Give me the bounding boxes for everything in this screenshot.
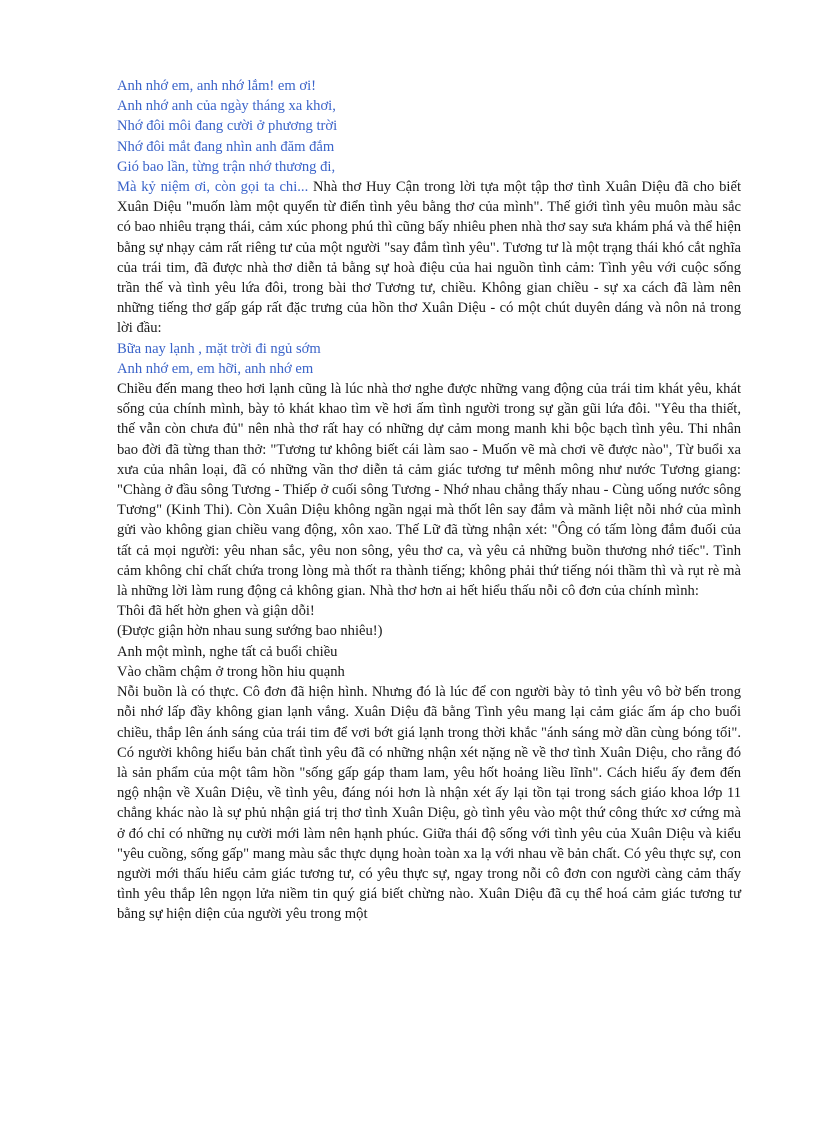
poem-line: Thôi đã hết hờn ghen và giận dỗi!	[117, 603, 315, 620]
poem-line: Anh nhớ em, em hỡi, anh nhớ em	[117, 360, 314, 377]
poem-line-inline: Mà kỷ niệm ơi, còn gọi ta chi...	[117, 179, 309, 196]
poem-line: Anh nhớ em, anh nhớ lắm! em ơi!	[117, 78, 317, 94]
poem-line: Bữa nay lạnh , mặt trời đi ngủ sớm	[117, 340, 321, 357]
poem-line: Anh một mình, nghe tất cả buổi chiều	[117, 643, 338, 660]
poem-line: Vào chầm chậm ở trong hồn hiu quạnh	[117, 663, 345, 680]
paragraph-body: Chiều đến mang theo hơi lạnh cũng là lúc nhà thơ nghe được những vang động của trái tim khát yêu, khát sống của chính mình, bày tỏ khát khao tìm về hơi ấm tình người trong sự gần gũi lứa đôi. "Yêu tha thiết, thế vẫn còn chưa đủ" nên nhà thơ rất hay có những dự cảm mong manh khi bộc bạch tình yêu. Thi nhân bao đời đã từng than thở: "Tương tư không biết cái làm sao - Muốn vẽ mà chơi vẽ được nào", Từ buổi xa xưa của nhân loại, đã có những vần thơ diễn tả cảm giác tương tư mênh mông như nước Tương giang: "Chàng ở đầu sông Tương - Thiếp ở cuối sông Tương - Nhớ nhau chẳng thấy nhau - Cùng uống nước sông Tương" (Kinh Thi). Còn Xuân Diệu không ngần ngại mà thốt lên say đắm và mãnh liệt nỗi nhớ của mình gửi vào không gian chiều vang động, xôn xao. Thế Lữ đã từng nhận xét: "Ông có tấm lòng đắm đuối của tất cả mọi người: yêu nhan sắc, yêu non sông, yêu thơ ca, và yêu cả những buồn thương nhớ tiếc". Tình cảm không chỉ chất chứa trong lòng mà thốt ra thành tiếng; không phải thứ tiếng nói thầm thì và rụt rè mà là những lời làm rung động cả không gian. Nhà thơ hơn ai hết hiểu thấu nỗi cô đơn của chính mình:	[117, 381, 741, 600]
poem-line: (Được giận hờn nhau sung sướng bao nhiêu!)	[117, 623, 383, 640]
poem-line: Nhớ đôi mắt đang nhìn anh đăm đắm	[117, 138, 335, 155]
poem-line: Anh nhớ anh của ngày tháng xa khơi,	[117, 98, 336, 115]
poem-line: Nhớ đôi môi đang cười ở phương trời	[117, 118, 338, 135]
paragraph-intro	[117, 177, 741, 339]
document-page	[117, 76, 741, 925]
paragraph-body: Nỗi buồn là có thực. Cô đơn đã hiện hình. Nhưng đó là lúc để con người bày tỏ tình yêu vô bờ bến trong nỗi nhớ lấp đầy không gian lạnh vắng. Xuân Diệu đã bằng Tình yêu mang lại cảm giác ấm áp cho buổi chiều, thắp lên ánh sáng của trái tim để vơi bớt giá lạnh trong thời khắc "ánh sáng mờ dần cùng bóng tối". Có người không hiểu bản chất tình yêu đã có những nhận xét nặng nề về thơ tình Xuân Diệu, cho rằng đó là sản phẩm của một tâm hồn "sống gấp gáp tham lam, yêu hốt hoảng liều lĩnh". Cách hiểu ấy đem đến ngộ nhận về Xuân Diệu, về tình yêu, đáng nói hơn là nhận xét ấy lại tồn tại trong sách giáo khoa lớp 11 chẳng khác nào là sự phủ nhận giá trị thơ tình Xuân Diệu, gò tình yêu vào một thứ công thức xơ cứng mà ở đó chỉ có những nụ cười mới làm nên hạnh phúc. Giữa thái độ sống với tình yêu của Xuân Diệu và kiểu "yêu cuồng, sống gấp" mang màu sắc thực dụng hoàn toàn xa lạ với nhau về bản chất. Có yêu thực sự, con người mới thấu hiểu cảm giác tương tư, có yêu thực sự, ngay trong nỗi cô đơn con người càng cảm thấy tình yêu thắp lên ngọn lửa niềm tin quý giá biết chừng nào. Xuân Diệu đã cụ thể hoá cảm giác tương tư bằng sự hiện diện của người yêu trong một	[117, 684, 741, 923]
paragraph-intro-body: Nhà thơ Huy Cận trong lời tựa một tập thơ tình Xuân Diệu đã cho biết Xuân Diệu "muốn làm một quyển từ điển tình yêu bằng thơ của mình". Thế giới tình yêu muôn màu sắc có bao nhiêu trạng thái, cảm xúc phong phú thì cũng bấy nhiêu phen nhà thơ say sưa khám phá và thể hiện bằng sự nhạy cảm rất riêng tư của một người "say đắm tình yêu". Tương tư là một trạng thái khó cắt nghĩa của trái tim, đã được nhà thơ diễn tả bằng sự hoà điệu của hai nguồn tình cảm: Tình yêu với cuộc sống trần thế và tình yêu lứa đôi, trong bài thơ Tương tư, chiều. Không gian chiều - sự xa cách đã làm nên những tiếng thơ gấp gáp rất đặc trưng của hồn thơ Xuân Diệu - có một chút duyên dáng và nôn nả trong lời đầu:	[117, 179, 741, 337]
poem-line: Gió bao lần, từng trận nhớ thương đi,	[117, 158, 336, 175]
